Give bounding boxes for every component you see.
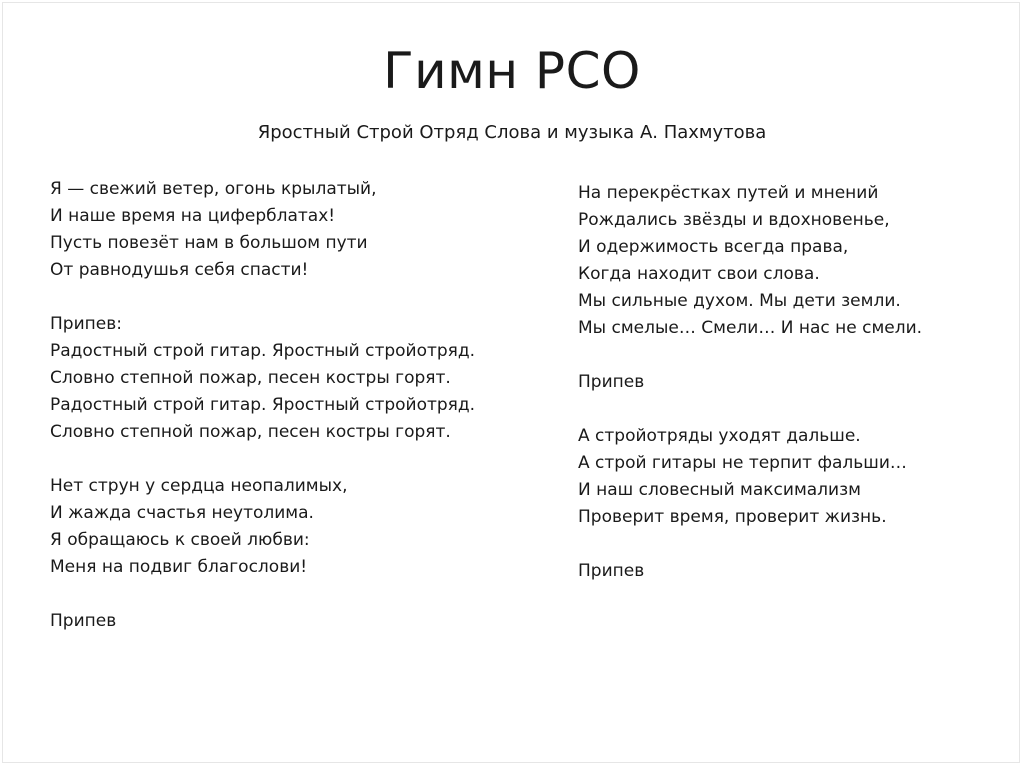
lyric-line: И жажда счастья неутолима. xyxy=(50,503,314,523)
page-subtitle: Яростный Строй Отряд Слова и музыка А. Пахмутова xyxy=(257,122,767,143)
stanza-gap xyxy=(578,531,922,558)
stanza-gap xyxy=(578,396,922,423)
lyric-line: А стройотряды уходят дальше. xyxy=(578,426,861,446)
refrain-label: Припев xyxy=(578,372,645,392)
stanza-gap xyxy=(50,446,475,473)
lyric-line: Словно степной пожар, песен костры горят. xyxy=(50,422,451,442)
lyric-line: Пусть повезёт нам в большом пути xyxy=(50,233,368,253)
lyric-line: А строй гитары не терпит фальши… xyxy=(578,453,907,473)
lyric-line: От равнодушья себя спасти! xyxy=(50,260,309,280)
lyric-line: Когда находит свои слова. xyxy=(578,264,820,284)
lyric-line: И наш словесный максимализм xyxy=(578,480,861,500)
lyric-line: И одержимость всегда права, xyxy=(578,237,849,257)
lyric-line: Я — свежий ветер, огонь крылатый, xyxy=(50,179,377,199)
stanza-gap xyxy=(578,342,922,369)
lyric-line: Проверит время, проверит жизнь. xyxy=(578,507,887,527)
lyric-line: Я обращаюсь к своей любви: xyxy=(50,530,310,550)
lyric-line: Рождались звёзды и вдохновенье, xyxy=(578,210,890,230)
refrain-label: Припев xyxy=(578,561,645,581)
lyrics-left-column xyxy=(50,176,475,635)
lyric-line: Меня на подвиг благослови! xyxy=(50,557,308,577)
lyric-line: И наше время на циферблатах! xyxy=(50,206,336,226)
lyric-line: Мы смелые… Смели… И нас не смели. xyxy=(578,318,923,338)
stanza-gap xyxy=(50,581,475,608)
chorus-label: Припев: xyxy=(50,314,122,334)
page-title: Гимн РСО xyxy=(383,42,641,100)
lyric-line: Нет струн у сердца неопалимых, xyxy=(50,476,348,496)
lyrics-right-column xyxy=(578,180,922,585)
lyric-line: Радостный строй гитар. Яростный стройотряд. xyxy=(50,395,476,415)
lyric-line: Мы сильные духом. Мы дети земли. xyxy=(578,291,901,311)
stanza-gap xyxy=(50,284,475,311)
lyric-line: Радостный строй гитар. Яростный стройотряд. xyxy=(50,341,476,361)
lyric-line: На перекрёстках путей и мнений xyxy=(578,183,879,203)
refrain-label: Припев xyxy=(50,611,117,631)
lyric-line: Словно степной пожар, песен костры горят. xyxy=(50,368,451,388)
